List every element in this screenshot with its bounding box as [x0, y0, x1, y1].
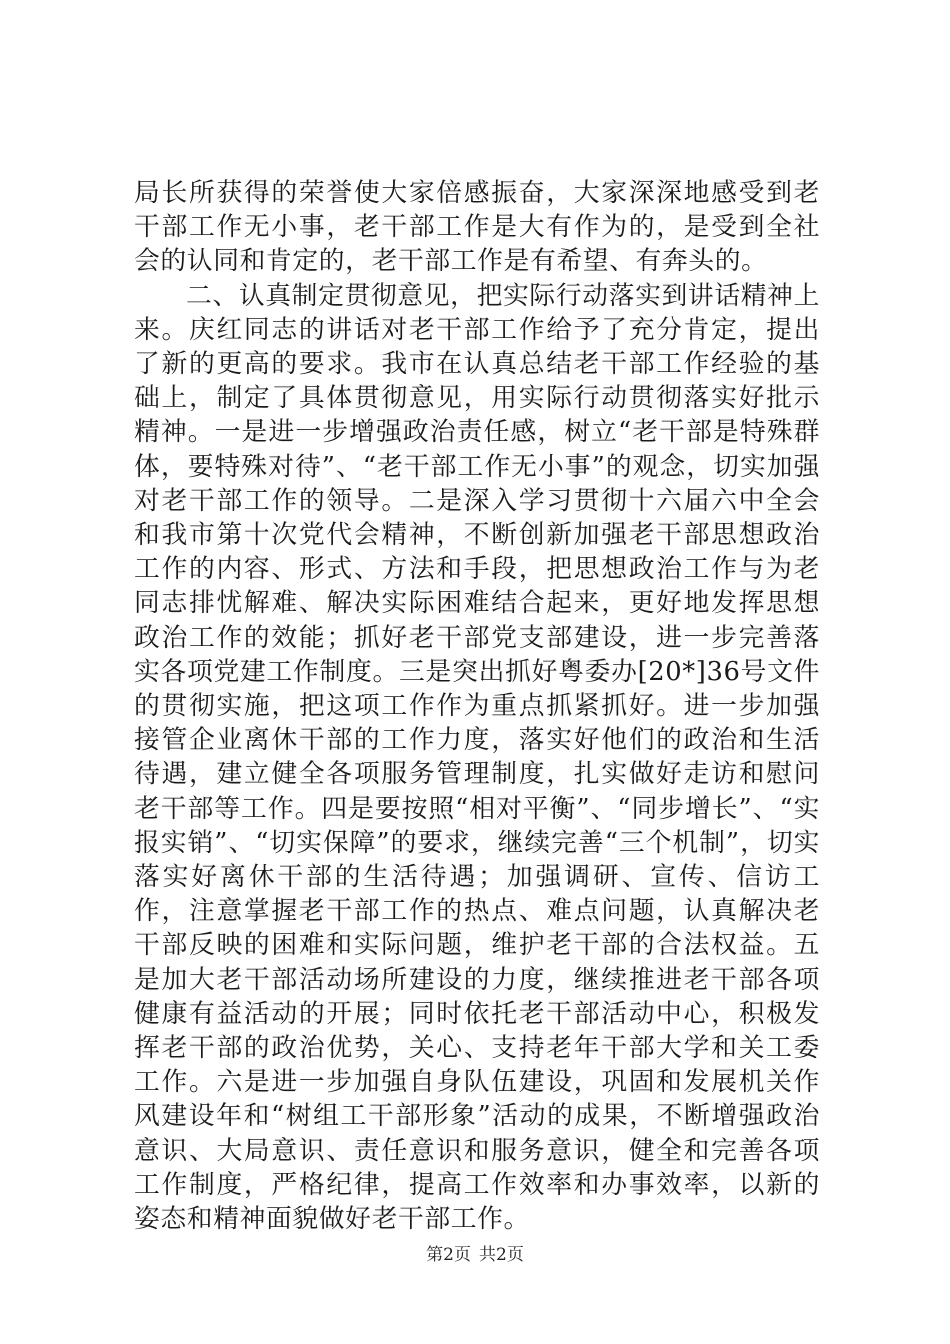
page-number: 第2页: [426, 1245, 471, 1265]
page-total: 共2页: [479, 1245, 524, 1265]
paragraph-continuation: 局长所获得的荣誉使大家倍感振奋，大家深深地感受到老干部工作无小事，老干部工作是大有作为的，是受到全社会的认同和肯定的，老干部工作是有希望、有奔头的。: [134, 178, 820, 277]
paragraph-section-two: 二、认真制定贯彻意见，把实际行动落实到讲话精神上来。庆红同志的讲话对老干部工作给予了充分肯定，提出了新的更高的要求。我市在认真总结老干部工作经验的基础上，制定了具体贯彻意见，用实际行动贯彻落实好批示精神。一是进一步增强政治责任感，树立“老干部是特殊群体，要特殊对待”、“老干部工作无小事”的观念，切实加强对老干部工作的领导。二是深入学习贯彻十六届六中全会和我市第十次党代会精神，不断创新加强老干部思想政治工作的内容、形式、方法和手段，把思想政治工作与为老同志排忧解难、解决实际困难结合起来，更好地发挥思想政治工作的效能；抓好老干部党支部建设，进一步完善落实各项党建工作制度。三是突出抓好粤委办[20*]36号文件的贯彻实施，把这项工作作为重点抓紧抓好。进一步加强接管企业离休干部的工作力度，落实好他们的政治和生活待遇，建立健全各项服务管理制度，扎实做好走访和慰问老干部等工作。四是要按照“相对平衡”、“同步增长”、“实报实销”、“切实保障”的要求，继续完善“三个机制”，切实落实好离休干部的生活待遇；加强调研、宣传、信访工作，注意掌握老干部工作的热点、难点问题，认真解决老干部反映的困难和实际问题，维护老干部的合法权益。五是加大老干部活动场所建设的力度，继续推进老干部各项健康有益活动的开展；同时依托老干部活动中心，积极发挥老干部的政治优势，关心、支持老年干部大学和关工委工作。六是进一步加强自身队伍建设，巩固和发展机关作风建设年和“树组工干部形象”活动的成果，不断增强政治意识、大局意识、责任意识和服务意识，健全和完善各项工作制度，严格纪律，提高工作效率和办事效率，以新的姿态和精神面貌做好老干部工作。: [134, 280, 820, 1235]
document-body: [134, 176, 820, 1236]
page-footer: [0, 1244, 950, 1266]
